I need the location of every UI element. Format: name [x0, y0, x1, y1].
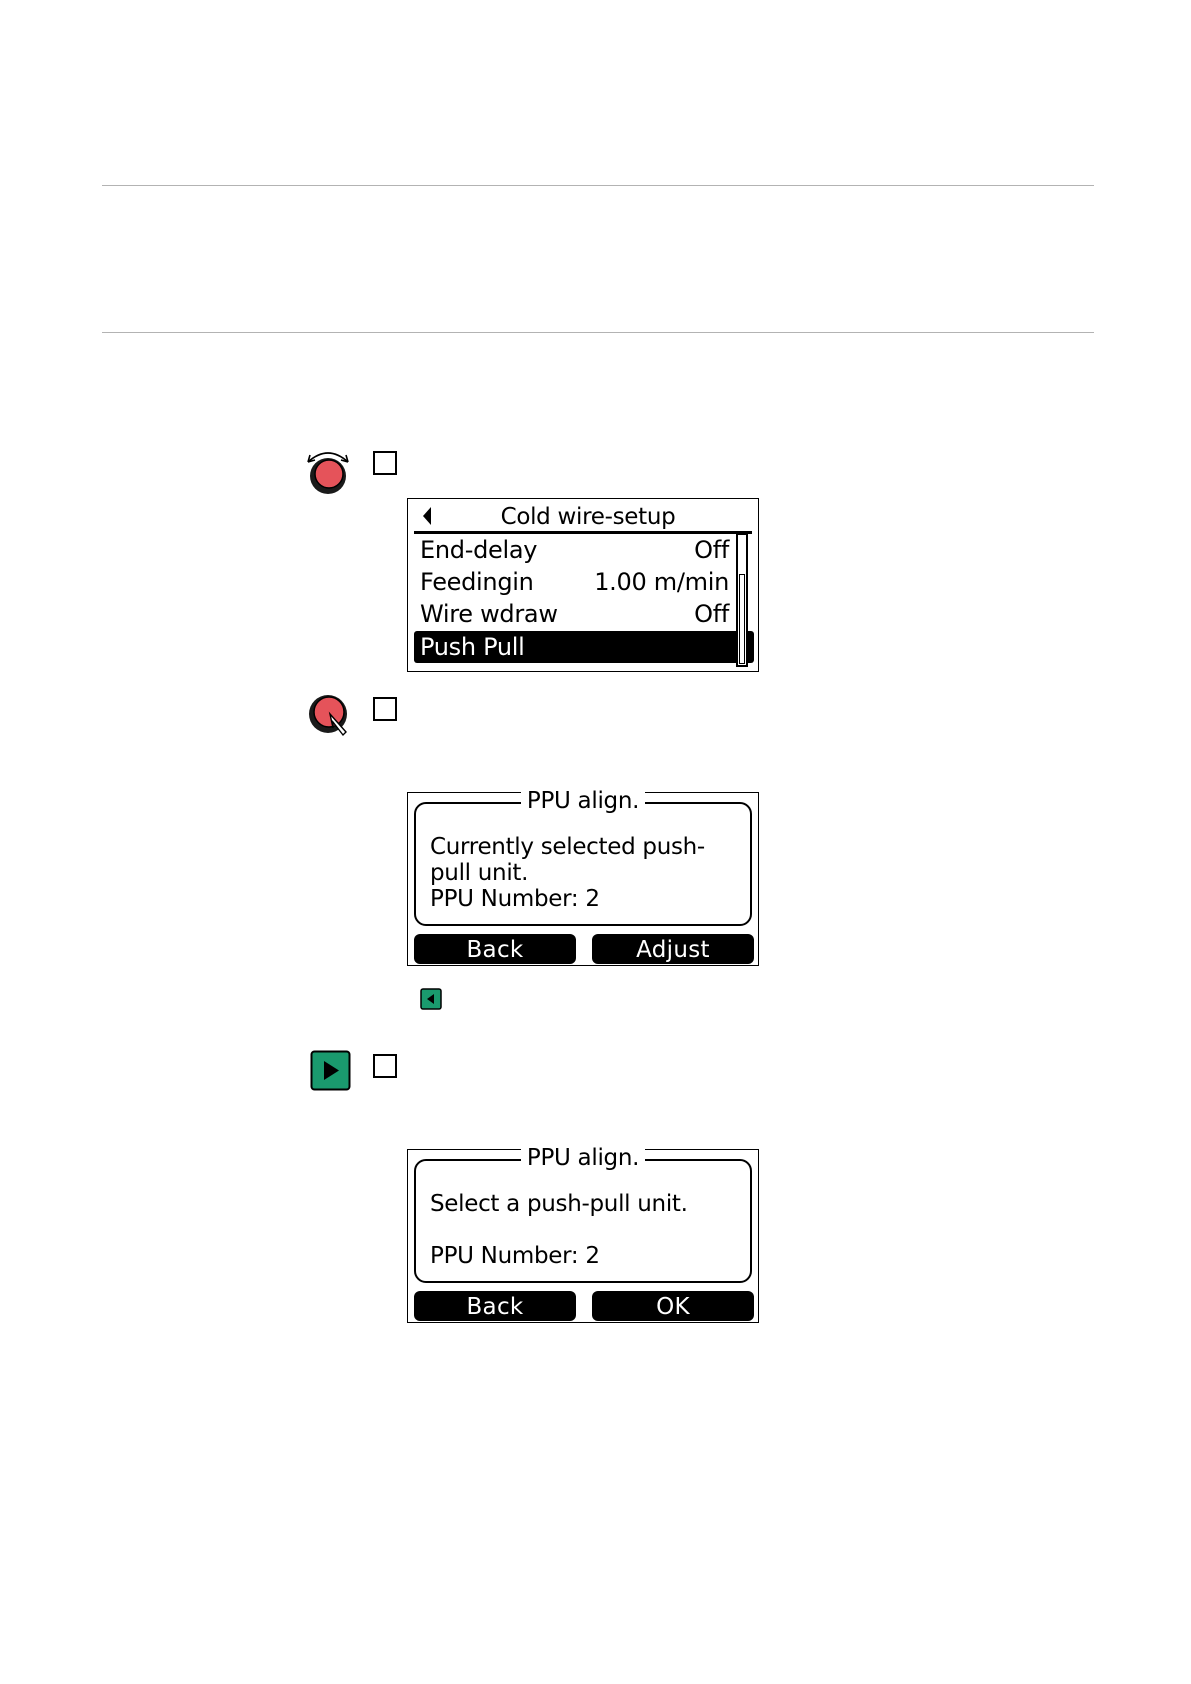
dialog-line-2: pull unit. — [430, 860, 529, 886]
dialog-frame — [414, 1145, 752, 1283]
dialog-title: PPU align. — [416, 1145, 750, 1171]
back-softkey[interactable]: Back — [414, 934, 576, 964]
ppu-align-screen-2 — [407, 1145, 759, 1323]
row-value: Off — [694, 536, 729, 564]
dial-rotate-icon — [302, 446, 354, 500]
menu-title: Cold wire-setup — [500, 504, 676, 530]
dialog-line-1: Select a push-pull unit. — [430, 1191, 688, 1217]
step-1-checkbox — [373, 451, 397, 475]
adjust-softkey[interactable]: Adjust — [592, 934, 754, 964]
menu-screen — [407, 498, 759, 672]
dialog-line-2: PPU Number: 2 — [430, 1243, 600, 1269]
ok-softkey[interactable]: OK — [592, 1291, 754, 1321]
menu-row-end-delay[interactable] — [414, 534, 737, 566]
row-label: End-delay — [420, 536, 538, 564]
menu-row-feedingin[interactable] — [414, 566, 737, 598]
step-3-checkbox — [373, 1054, 397, 1078]
top-rule — [102, 185, 1094, 186]
menu-row-push-pull[interactable] — [414, 631, 754, 663]
back-softkey[interactable]: Back — [414, 1291, 576, 1321]
dialog-line-3: PPU Number: 2 — [430, 886, 600, 912]
dial-press-icon — [306, 692, 358, 746]
play-button-icon — [310, 1050, 352, 1096]
menu-row-wire-wdraw[interactable] — [414, 598, 737, 630]
row-label: Feedingin — [420, 568, 534, 596]
row-label: Wire wdraw — [420, 600, 558, 628]
left-arrow-button-icon — [420, 988, 442, 1014]
row-label: Push Pull — [420, 633, 525, 661]
row-value: Off — [694, 600, 729, 628]
dialog-line-1: Currently selected push- — [430, 834, 705, 860]
dialog-title: PPU align. — [416, 788, 750, 814]
menu-header — [414, 501, 752, 534]
dialog-frame — [414, 788, 752, 926]
ppu-align-screen-1 — [407, 788, 759, 966]
step-2-checkbox — [373, 697, 397, 721]
scroll-thumb[interactable] — [739, 574, 745, 664]
scrollbar[interactable] — [736, 533, 748, 667]
section-rule — [102, 332, 1094, 333]
row-value: 1.00 m/min — [594, 568, 729, 596]
